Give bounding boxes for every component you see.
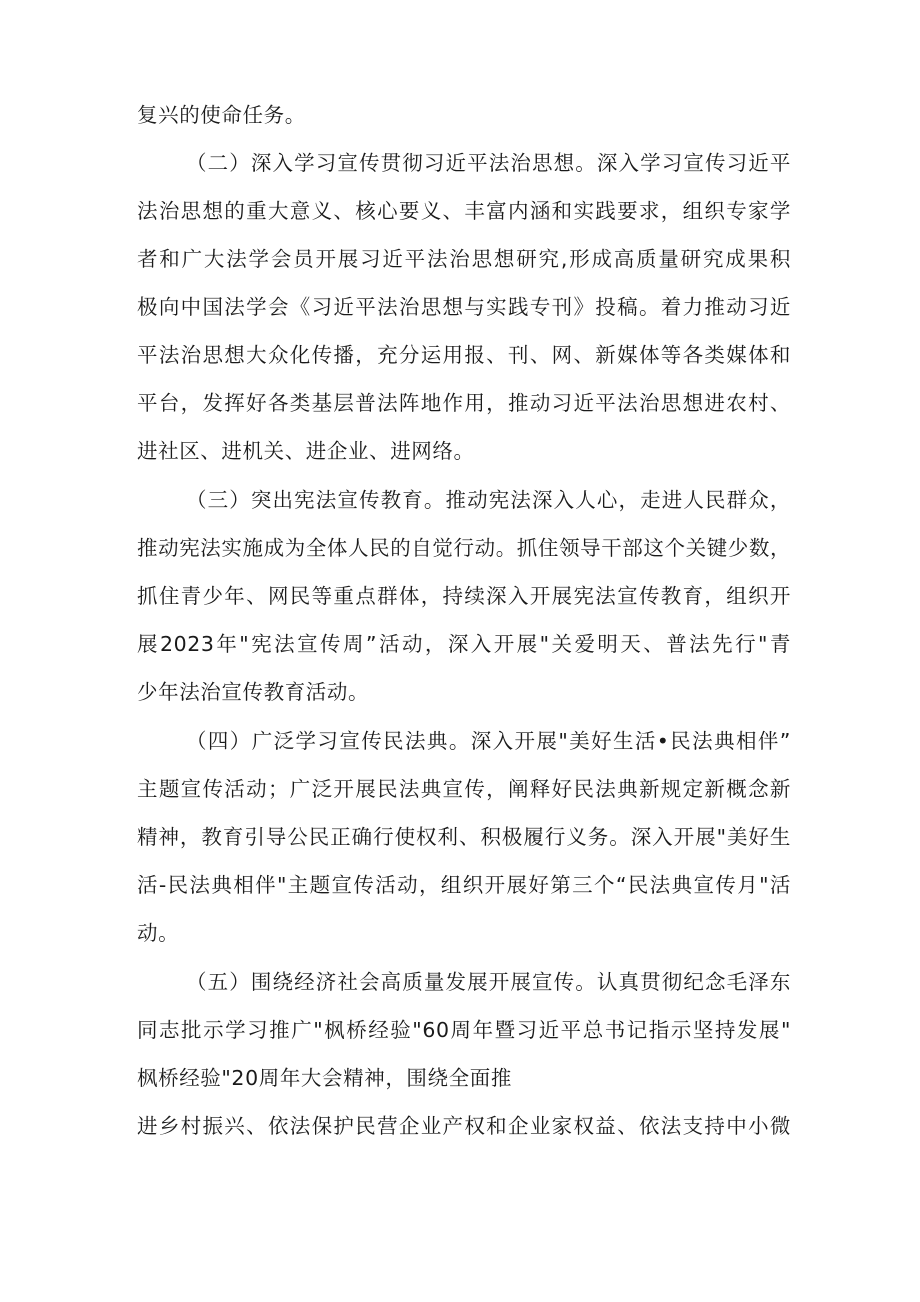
text-line: 少年法治宣传教育活动。 xyxy=(137,680,370,704)
text-line: 推动宪法实施成为全体人民的自觉行动。抓住领导干部这个关键少数， xyxy=(137,536,792,560)
text-line: 同志批示学习推广"枫桥经验"60周年暨习近平总书记指示坚持发展" xyxy=(137,1018,791,1042)
text-line: 进乡村振兴、依法保护民营企业产权和企业家权益、依法支持中小微 xyxy=(137,1114,791,1138)
text-line: 法治思想的重大意义、核心要义、丰富内涵和实践要求，组织专家学 xyxy=(137,199,791,223)
text-line: 活-民法典相伴"主题宣传活动，组织开展好第三个“民法典宣传月"活 xyxy=(137,873,791,897)
text-line: 者和广大法学会员开展习近平法治思想研究,形成高质量研究成果积 xyxy=(137,247,791,271)
text-line: 抓住青少年、网民等重点群体，持续深入开展宪法宣传教育，组织开 xyxy=(137,584,791,608)
text-line: 枫桥经验"20周年大会精神，围绕全面推 xyxy=(137,1066,512,1090)
text-line: 精神，教育引导公民正确行使权利、积极履行义务。深入开展"美好生 xyxy=(137,825,791,849)
text-line: 平台，发挥好各类基层普法阵地作用，推动习近平法治思想进农村、 xyxy=(137,391,791,415)
text-line: 极向中国法学会《习近平法治思想与实践专刊》投稿。着力推动习近 xyxy=(137,295,791,319)
text-line: 主题宣传活动；广泛开展民法典宣传，阐释好民法典新规定新概念新 xyxy=(137,777,791,801)
paragraph-5-heading-line: （五）围绕经济社会高质量发展开展宣传。认真贯彻纪念毛泽东 xyxy=(186,970,791,994)
paragraph-3-heading-line: （三）突出宪法宣传教育。推动宪法深入人心，走进人民群众， xyxy=(186,488,791,512)
text-line: 复兴的使命任务。 xyxy=(137,103,306,127)
paragraph-2-heading-line: （二）深入学习宣传贯彻习近平法治思想。深入学习宣传习近平 xyxy=(186,151,791,175)
text-line: 动。 xyxy=(137,921,180,945)
text-line: 进社区、进机关、进企业、进网络。 xyxy=(137,439,475,463)
text-line: 平法治思想大众化传播，充分运用报、刊、网、新媒体等各类媒体和 xyxy=(137,343,791,367)
paragraph-4-heading-line: （四）广泛学习宣传民法典。深入开展"美好生活•民法典相伴” xyxy=(186,729,791,753)
text-line: 展2023年"宪法宣传周”活动，深入开展"关爱明天、普法先行"青 xyxy=(137,632,791,656)
